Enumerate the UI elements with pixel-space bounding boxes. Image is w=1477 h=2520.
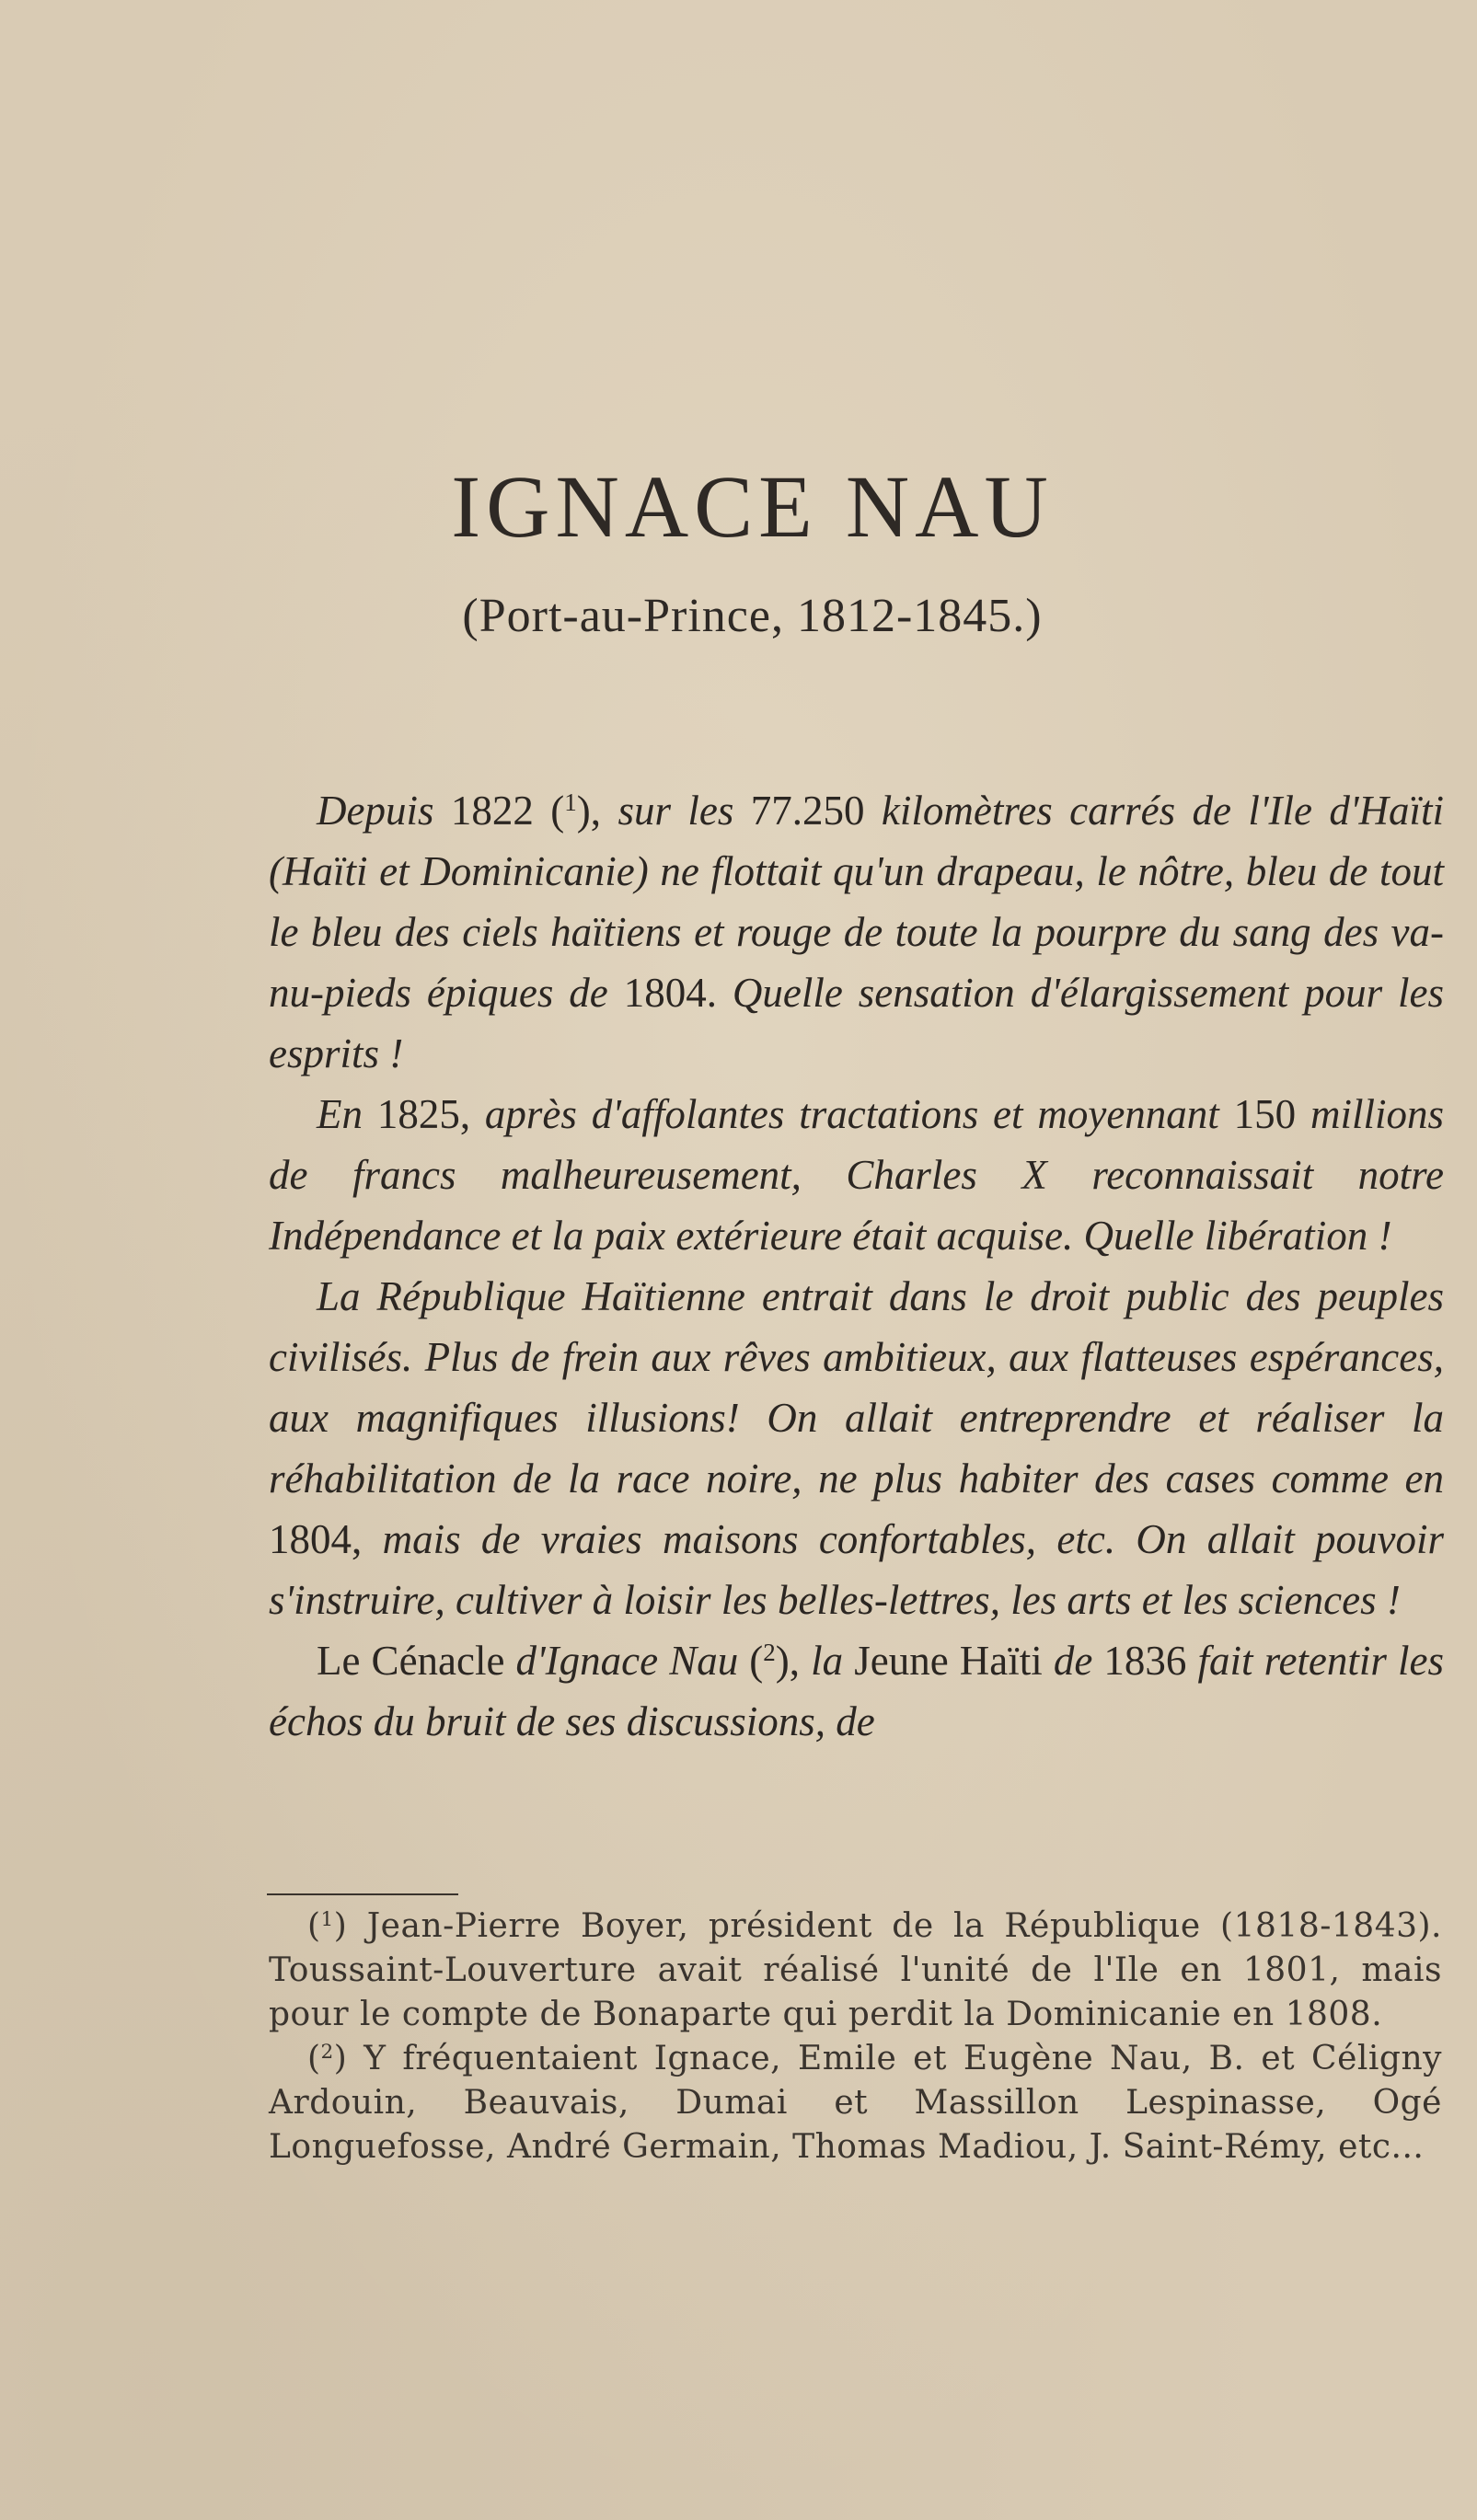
footnotes [269,1904,1442,2169]
p3-text-b: 1804, [269,1516,383,1562]
p1-text-e: sur les [617,788,734,834]
footnote-1 [269,1904,1442,2037]
p2-text-c: après d'affolantes tractations et moyennant [484,1091,1219,1137]
footnote-2 [269,2037,1442,2169]
main-text [269,780,1444,1752]
footnote-ref-1: 1 [564,788,577,817]
p4-text-j: fait retentir les échos du bruit de ses discussions, de [269,1638,1444,1744]
paragraph-3 [269,1266,1444,1630]
fn1-open: ( [307,1907,321,1945]
p1-text-d: ), [576,788,618,834]
p4-text-b: d'Ignace Nau [515,1638,739,1684]
page-subtitle: (Port-au-Prince, 1812-1845.) [462,590,1043,642]
p1-text-f: 77.250 [733,788,882,834]
footnote-divider [267,1893,458,1895]
fn2-text: Y fréquentaient Ignace, Emile et Eugène Nau, B. et Céligny Ardouin, Beauvais, Dumai et Massillon Lespinasse, Ogé Longuefosse, André Germain, Thomas Madiou, J. Saint-Rémy, etc... [269,2040,1442,2166]
footnote-ref-2: 2 [763,1639,776,1667]
p4-text-i: 1836 [1092,1638,1198,1684]
paragraph-1 [269,780,1444,1084]
p1-text-i: Quelle sensation d'élargissement pour les esprits ! [269,970,1444,1076]
p2-text-d: 150 [1218,1091,1310,1137]
p2-text-a: En [317,1091,363,1137]
p1-text-g: kilomètres carrés de l'Ile d'Haïti (Haïti et Dominicanie) ne flottait qu'un drapeau, le nôtre, bleu de tout le bleu des ciels haïtiens et rouge de toute la pourpre du sang des va-nu-pieds épiques de [269,788,1444,1016]
p4-text-c: ( [738,1638,764,1684]
paragraph-4 [269,1630,1444,1752]
p2-text-b: 1825, [363,1091,485,1137]
p3-text-c: mais de vraies maisons confortables, etc. On allait pouvoir s'instruire, cultiver à loisir les belles-lettres, les arts et les sciences ! [269,1516,1445,1623]
p4-text-h: de [1053,1638,1093,1684]
page-title: IGNACE NAU [451,457,1054,556]
fn1-close: ) [333,1907,367,1945]
p2-text-e: millions de francs malheureusement, Charles X reconnaissait notre Indépendance et la paix extérieure était acquise. Quelle libération ! [269,1091,1445,1259]
fn1-text: Jean-Pierre Boyer, président de la République (1818-1843). Toussaint-Louverture avait réalisé l'unité de l'Ile en 1801, mais pour le compte de Bonaparte qui perdit la Dominicanie en 1808. [269,1907,1442,2033]
p3-text-a: La République Haïtienne entrait dans le droit public des peuples civilisés. Plus de frein aux rêves ambitieux, aux flatteuses espérances, aux magnifiques illusions! On allait entreprendre et réaliser la réhabilitation de la race noire, ne plus habiter des cases comme en [269,1273,1444,1502]
p4-text-g: Jeune Haïti [843,1638,1054,1684]
fn2-open: ( [307,2040,321,2077]
p4-text-e: ), [775,1638,812,1684]
fn2-mark: 2 [320,2041,334,2065]
fn2-close: ) [333,2040,364,2077]
paragraph-2 [269,1084,1444,1266]
p1-text-a: Depuis [317,788,434,834]
p1-text-b: 1822 ( [450,788,565,834]
fn1-mark: 1 [320,1908,334,1932]
p1-text-h: 1804. [607,970,733,1016]
p4-text-a: Le Cénacle [317,1638,516,1684]
p4-text-f: la [811,1638,844,1684]
